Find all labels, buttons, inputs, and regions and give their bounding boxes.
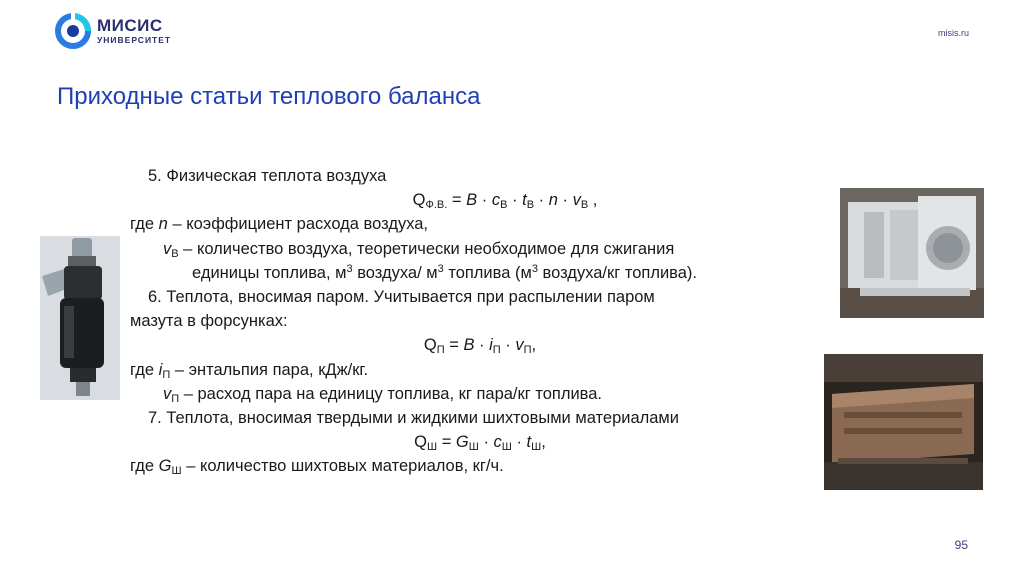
- item-6-continuation: мазута в форсунках:: [130, 312, 288, 331]
- item-7-heading: 7. Теплота, вносимая твердыми и жидкими шихтовыми материалами: [148, 409, 679, 428]
- logo: [55, 12, 171, 50]
- furnace-photo: [824, 354, 983, 490]
- slide-title: Приходные статьи теплового баланса: [57, 83, 481, 110]
- injector-photo: [40, 236, 120, 400]
- logo-name: МИСИС: [97, 16, 163, 36]
- item-6-heading: 6. Теплота, вносимая паром. Учитывается при распылении паром: [148, 288, 655, 307]
- slide-body: [130, 164, 830, 479]
- air-heater-photo: [840, 188, 984, 318]
- logo-subtitle: УНИВЕРСИТЕТ: [97, 35, 172, 46]
- slide-number: 95: [954, 538, 968, 552]
- site-url[interactable]: misis.ru: [938, 28, 969, 38]
- definition-vb: $v_В$ – количество воздуха, теоретически необходимое для сжигания: [163, 239, 675, 260]
- definition-vb-units: единицы топлива, $м^3$ воздуха/ $м^3$ топлива ($м^3$ воздуха/кг топлива).: [192, 262, 697, 282]
- item-5-heading: 5. Физическая теплота воздуха: [148, 167, 387, 185]
- definition-ip: где $i_П$ – энтальпия пара, кДж/кг.: [130, 360, 369, 381]
- formula-charge-heat: $Q_Ш = G_Ш \cdot c_Ш \cdot t_Ш$,: [414, 433, 546, 454]
- misis-logo-icon: [55, 12, 91, 50]
- definition-vp: $v_П$ – расход пара на единицу топлива, кг пара/кг топлива.: [163, 384, 603, 405]
- formula-air-heat: $Q_{Ф.В.} = B \cdot c_В \cdot t_В \cdot n \cdot v_В$ ,: [412, 191, 598, 212]
- formula-steam-heat: $Q_П = B \cdot i_П \cdot v_П$,: [423, 336, 537, 357]
- definition-n: где n – коэффициент расхода воздуха,: [130, 215, 429, 234]
- definition-gsh: где $G_Ш$ – количество шихтовых материалов, кг/ч.: [130, 457, 504, 478]
